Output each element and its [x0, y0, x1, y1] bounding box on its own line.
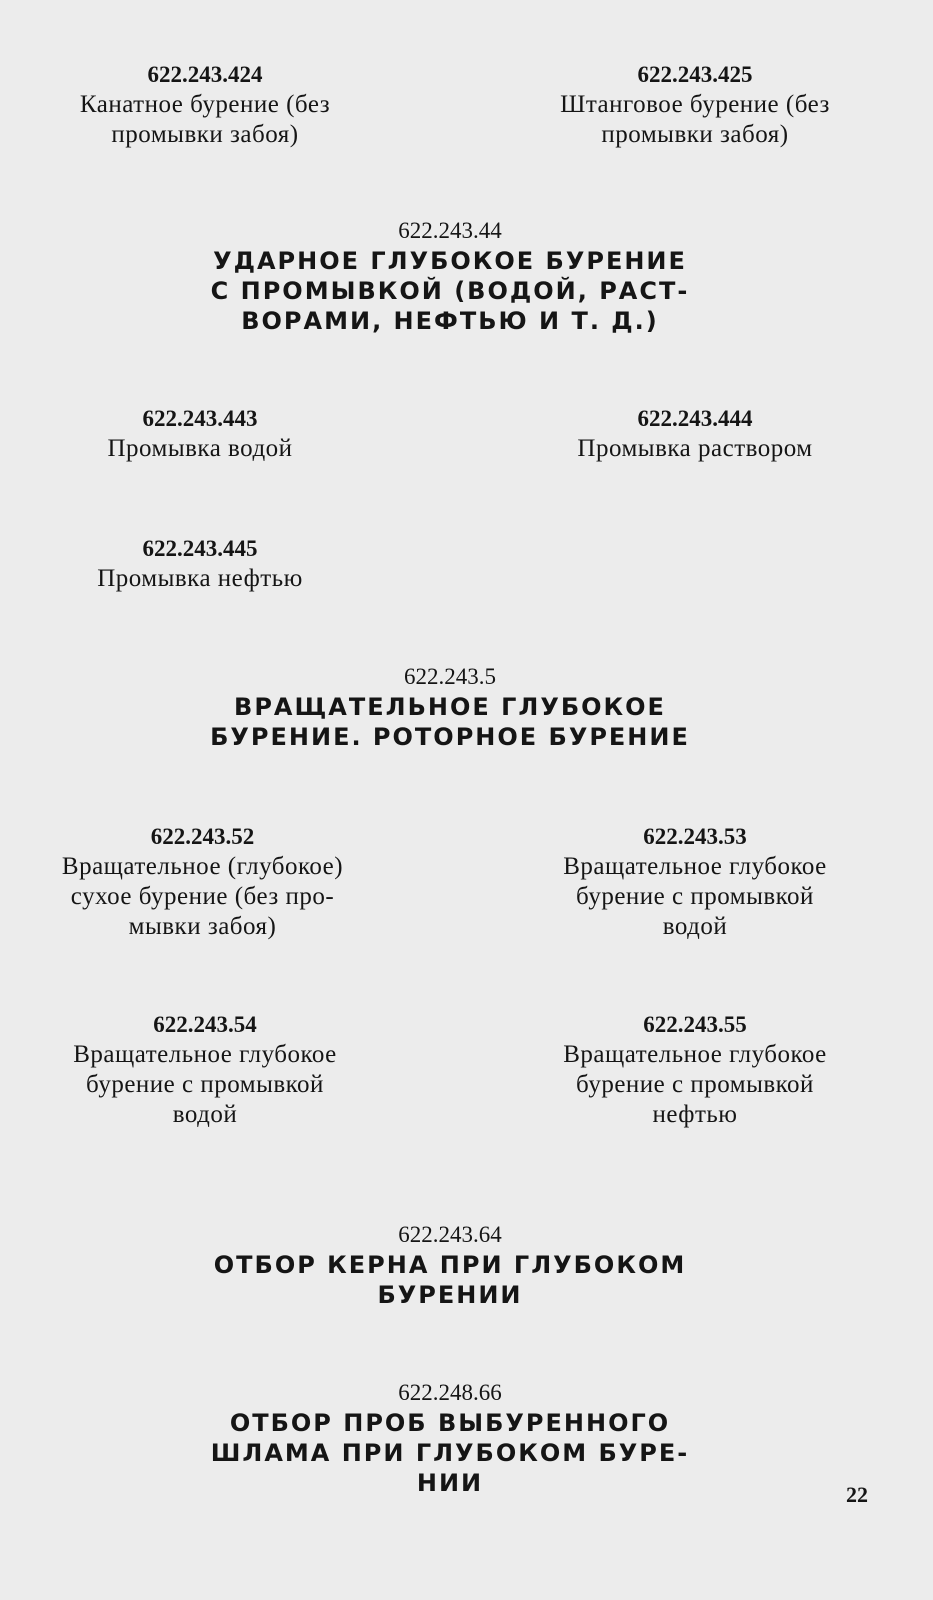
section-title: ОТБОР ПРОБ ВЫБУРЕННОГО ШЛАМА ПРИ ГЛУБОКОМ БУРЕ- НИИ — [210, 1409, 690, 1497]
entry-code: 622.243.55 — [643, 1012, 747, 1037]
entry-code: 622.243.424 — [147, 62, 263, 87]
entry-622-243-425 — [510, 60, 880, 150]
entry-622-243-54 — [30, 1010, 380, 1130]
section-heading-622-243-5 — [160, 662, 740, 752]
section-code: 622.243.64 — [398, 1222, 502, 1247]
entry-code: 622.243.53 — [643, 824, 747, 849]
entry-622-243-55 — [520, 1010, 870, 1130]
section-title: ОТБОР КЕРНА ПРИ ГЛУБОКОМ БУРЕНИИ — [213, 1251, 687, 1309]
entry-622-243-424 — [40, 60, 370, 150]
entry-description: Промывка раствором — [577, 435, 813, 462]
section-heading-622-243-44 — [160, 216, 740, 336]
entry-description: Вращательное глубокое бурение с промывкой нефтью — [563, 1041, 827, 1128]
section-code: 622.243.5 — [404, 664, 496, 689]
section-title: УДАРНОЕ ГЛУБОКОЕ БУРЕНИЕ С ПРОМЫВКОЙ (ВОДОЙ, РАСТ- ВОРАМИ, НЕФТЬЮ И Т. Д.) — [210, 247, 690, 335]
section-code: 622.243.44 — [398, 218, 502, 243]
entry-622-243-52 — [15, 822, 390, 942]
entry-622-243-443 — [50, 404, 350, 464]
entry-description: Штанговое бурение (без промывки забоя) — [560, 91, 830, 148]
entry-description: Вращательное (глубокое) сухое бурение (без про- мывки забоя) — [61, 853, 344, 940]
section-heading-622-243-64 — [160, 1220, 740, 1310]
entry-622-243-53 — [520, 822, 870, 942]
entry-622-243-444 — [540, 404, 850, 464]
entry-code: 622.243.444 — [637, 406, 753, 431]
entry-code: 622.243.445 — [142, 536, 258, 561]
entry-description: Канатное бурение (без промывки забоя) — [79, 91, 331, 148]
entry-622-243-445 — [50, 534, 350, 594]
entry-description: Вращательное глубокое бурение с промывкой водой — [73, 1041, 337, 1128]
section-title: ВРАЩАТЕЛЬНОЕ ГЛУБОКОЕ БУРЕНИЕ. РОТОРНОЕ БУРЕНИЕ — [210, 693, 690, 751]
section-heading-622-248-66 — [160, 1378, 740, 1498]
entry-description: Промывка водой — [107, 435, 293, 462]
entry-description: Промывка нефтью — [97, 565, 303, 592]
section-code: 622.248.66 — [398, 1380, 502, 1405]
entry-code: 622.243.443 — [142, 406, 258, 431]
entry-code: 622.243.425 — [637, 62, 753, 87]
entry-code: 622.243.52 — [150, 824, 255, 849]
entry-code: 622.243.54 — [153, 1012, 257, 1037]
page-number: 22 — [846, 1482, 868, 1507]
entry-description: Вращательное глубокое бурение с промывкой водой — [563, 853, 827, 940]
